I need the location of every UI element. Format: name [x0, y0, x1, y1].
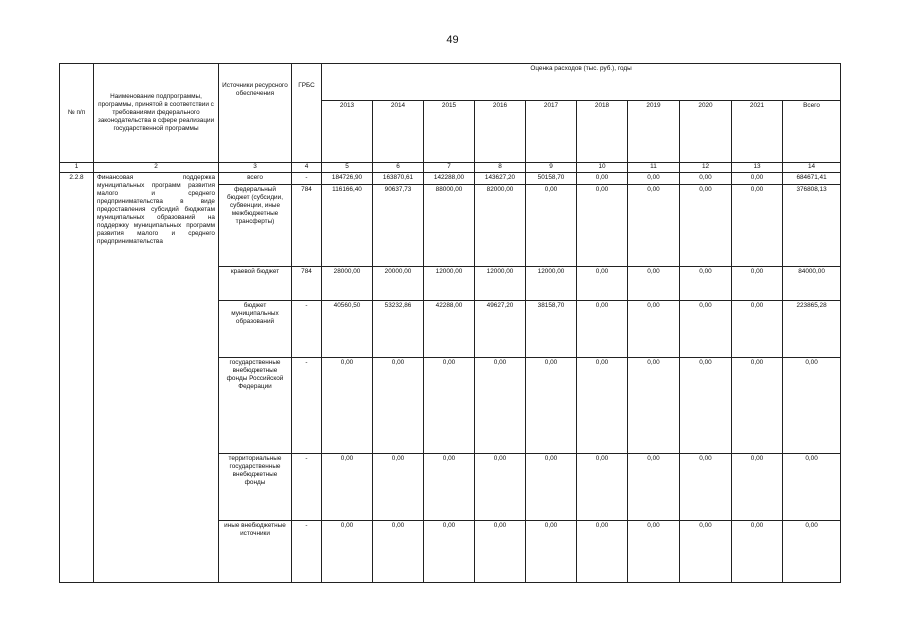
grbs-cell: -: [292, 173, 322, 184]
value-cell: 0,00: [373, 521, 424, 583]
column-index: 6: [373, 163, 424, 173]
value-cell: 12000,00: [424, 267, 475, 301]
value-cell: 50158,70: [526, 173, 577, 184]
value-cell: 0,00: [628, 301, 680, 358]
value-cell: 0,00: [732, 184, 783, 267]
column-index-row: [60, 163, 841, 173]
value-cell: 38158,70: [526, 301, 577, 358]
column-index: 7: [424, 163, 475, 173]
value-cell: 53232,86: [373, 301, 424, 358]
value-cell: 0,00: [680, 267, 732, 301]
value-cell: 0,00: [680, 301, 732, 358]
total-cell: 0,00: [783, 358, 841, 454]
grbs-cell: -: [292, 358, 322, 454]
value-cell: 0,00: [680, 453, 732, 520]
total-header: Всего: [783, 101, 841, 163]
value-cell: 0,00: [526, 184, 577, 267]
column-index: 13: [732, 163, 783, 173]
value-cell: 49627,20: [475, 301, 526, 358]
value-cell: 0,00: [322, 521, 373, 583]
source-cell: федеральный бюджет (субсидии, субвенции, иные межбюджетные трансферты): [219, 184, 292, 267]
value-cell: 42288,00: [424, 301, 475, 358]
value-cell: 0,00: [680, 358, 732, 454]
value-cell: 143627,20: [475, 173, 526, 184]
item-number: 2.2.8: [60, 173, 94, 583]
value-cell: 0,00: [628, 453, 680, 520]
value-cell: 0,00: [732, 358, 783, 454]
year-header: 2015: [424, 101, 475, 163]
value-cell: 0,00: [732, 453, 783, 520]
value-cell: 0,00: [526, 453, 577, 520]
total-cell: 84000,00: [783, 267, 841, 301]
value-cell: 0,00: [475, 453, 526, 520]
item-name: Финансовая поддержка муниципальных программ развития малого и среднего предпринимательства в виде предоставления субсидий бюджетам муниципальных образований на поддержку муниципальных программ развития малого и среднего предпринимательства: [94, 173, 219, 583]
value-cell: 0,00: [628, 184, 680, 267]
source-cell: всего: [219, 173, 292, 184]
value-cell: 88000,00: [424, 184, 475, 267]
value-cell: 184726,90: [322, 173, 373, 184]
value-cell: 0,00: [577, 521, 628, 583]
grbs-cell: -: [292, 453, 322, 520]
source-cell: иные внебюджетные источники: [219, 521, 292, 583]
value-cell: 0,00: [526, 358, 577, 454]
value-cell: 0,00: [732, 267, 783, 301]
value-cell: 0,00: [577, 267, 628, 301]
value-cell: 0,00: [577, 173, 628, 184]
source-cell: краевой бюджет: [219, 267, 292, 301]
value-cell: 0,00: [628, 521, 680, 583]
column-index: 8: [475, 163, 526, 173]
header-sources: Источники ресурсного обеспечения: [219, 64, 292, 163]
value-cell: 0,00: [577, 184, 628, 267]
year-header: 2018: [577, 101, 628, 163]
header-estimate: Оценка расходов (тыс. руб.), годы: [322, 64, 841, 101]
value-cell: 0,00: [322, 453, 373, 520]
value-cell: 0,00: [628, 358, 680, 454]
column-index: 4: [292, 163, 322, 173]
year-header: 2016: [475, 101, 526, 163]
value-cell: 0,00: [526, 521, 577, 583]
value-cell: 142288,00: [424, 173, 475, 184]
total-cell: 223865,28: [783, 301, 841, 358]
grbs-cell: 784: [292, 267, 322, 301]
value-cell: 0,00: [577, 358, 628, 454]
value-cell: 0,00: [732, 521, 783, 583]
year-header: 2021: [732, 101, 783, 163]
value-cell: 0,00: [680, 184, 732, 267]
value-cell: 20000,00: [373, 267, 424, 301]
header-name: Наименование подпрограммы, программы, принятой в соответствии с требованиями федерального законодательства в сфере реализации государственной программы: [94, 64, 219, 163]
column-index: 12: [680, 163, 732, 173]
source-cell: территориальные государственные внебюджетные фонды: [219, 453, 292, 520]
value-cell: 0,00: [732, 301, 783, 358]
total-cell: 0,00: [783, 521, 841, 583]
value-cell: 90637,73: [373, 184, 424, 267]
year-header: 2020: [680, 101, 732, 163]
value-cell: 0,00: [475, 358, 526, 454]
total-cell: 684671,41: [783, 173, 841, 184]
column-index: 9: [526, 163, 577, 173]
value-cell: 82000,00: [475, 184, 526, 267]
page-number: 49: [446, 34, 459, 46]
value-cell: 0,00: [373, 453, 424, 520]
value-cell: 0,00: [373, 358, 424, 454]
source-cell: государственные внебюджетные фонды Российской Федерации: [219, 358, 292, 454]
year-header: 2019: [628, 101, 680, 163]
value-cell: 116166,40: [322, 184, 373, 267]
value-cell: 0,00: [424, 521, 475, 583]
value-cell: 0,00: [577, 453, 628, 520]
value-cell: 0,00: [577, 301, 628, 358]
grbs-cell: 784: [292, 184, 322, 267]
grbs-cell: -: [292, 301, 322, 358]
value-cell: 163870,61: [373, 173, 424, 184]
year-header: 2013: [322, 101, 373, 163]
value-cell: 40560,50: [322, 301, 373, 358]
value-cell: 0,00: [732, 173, 783, 184]
source-cell: бюджет муниципальных образований: [219, 301, 292, 358]
header-grbs: ГРБС: [292, 64, 322, 163]
value-cell: 28000,00: [322, 267, 373, 301]
budget-table: [59, 63, 841, 583]
column-index: 3: [219, 163, 292, 173]
column-index: 5: [322, 163, 373, 173]
table-row: [60, 173, 841, 184]
value-cell: 0,00: [680, 521, 732, 583]
year-header: 2017: [526, 101, 577, 163]
column-index: 2: [94, 163, 219, 173]
value-cell: 0,00: [322, 358, 373, 454]
value-cell: 0,00: [680, 173, 732, 184]
total-cell: 376808,13: [783, 184, 841, 267]
column-index: 14: [783, 163, 841, 173]
column-index: 1: [60, 163, 94, 173]
value-cell: 12000,00: [526, 267, 577, 301]
grbs-cell: -: [292, 521, 322, 583]
header-row-1: [60, 64, 841, 101]
column-index: 10: [577, 163, 628, 173]
value-cell: 0,00: [424, 358, 475, 454]
column-index: 11: [628, 163, 680, 173]
value-cell: 0,00: [628, 267, 680, 301]
value-cell: 0,00: [628, 173, 680, 184]
total-cell: 0,00: [783, 453, 841, 520]
value-cell: 12000,00: [475, 267, 526, 301]
header-num: № п/п: [60, 64, 94, 163]
value-cell: 0,00: [475, 521, 526, 583]
year-header: 2014: [373, 101, 424, 163]
value-cell: 0,00: [424, 453, 475, 520]
